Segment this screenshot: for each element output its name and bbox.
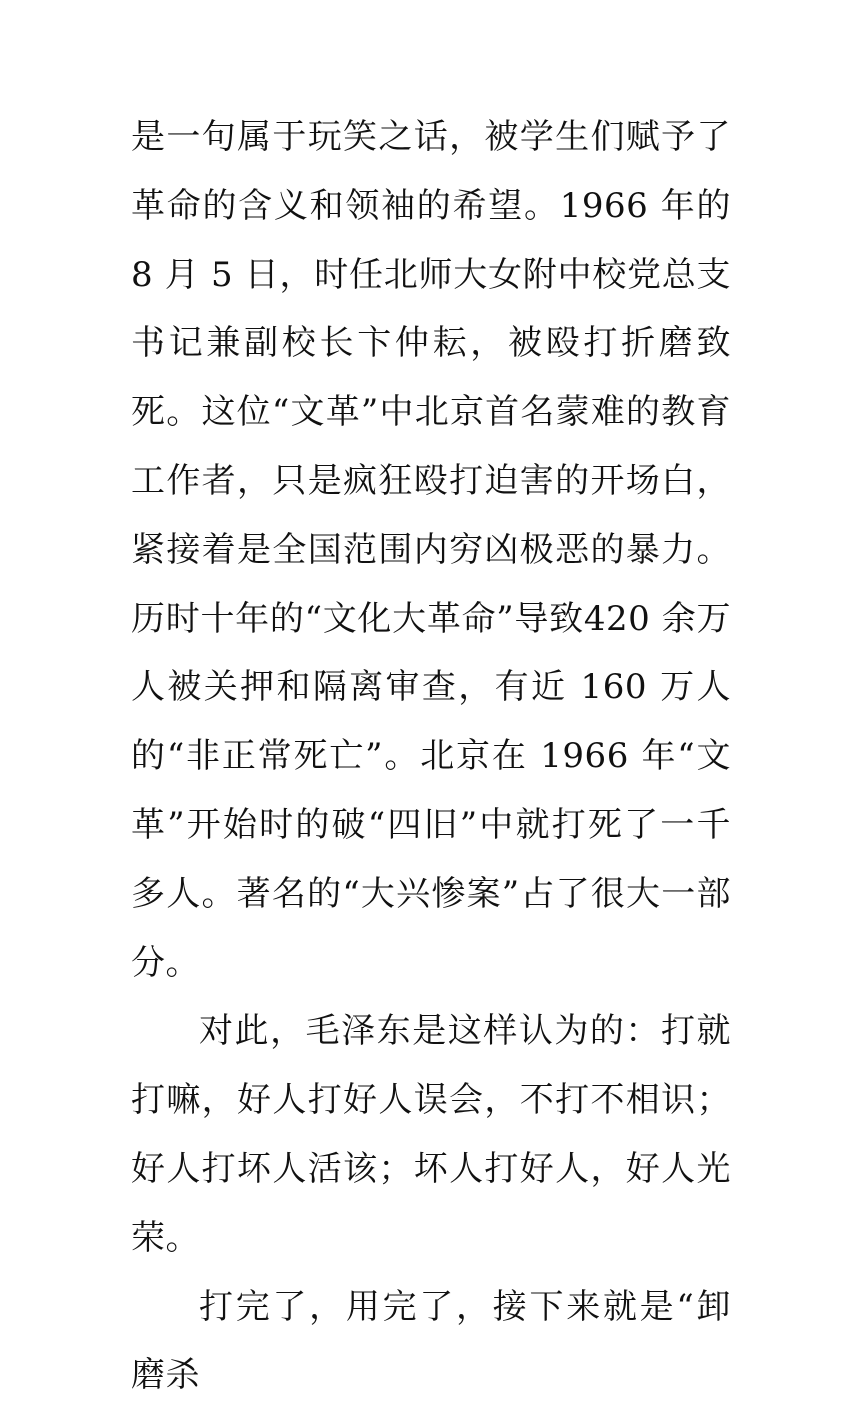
body-text [131,103,731,1410]
paragraph-aftermath: 打完了，用完了，接下来就是“卸磨杀 [131,1286,731,1396]
paragraph-mao-view: 对此，毛泽东是这样认为的：打就打嘛，好人打好人误会，不打不相识；好人打坏人活该；坏人打好人，好人光荣。 [131,1011,731,1258]
paragraph-continued: 是一句属于玩笑之话，被学生们赋予了革命的含义和领袖的希望。1966 年的 8 月 5 日，时任北师大女附中校党总支书记兼副校长卞仲耘，被殴打折磨致死。这位“文革”中北京首名蒙难的教育工作者，只是疯狂殴打迫害的开场白，紧接着是全国范围内穷凶极恶的暴力。历时十年的“文化大革命”导致420 余万人被关押和隔离审查，有近 160 万人的“非正常死亡”。北京在 1966 年“文革”开始时的破“四旧”中就打死了一千多人。著名的“大兴惨案”占了很大一部分。 [131,117,731,983]
